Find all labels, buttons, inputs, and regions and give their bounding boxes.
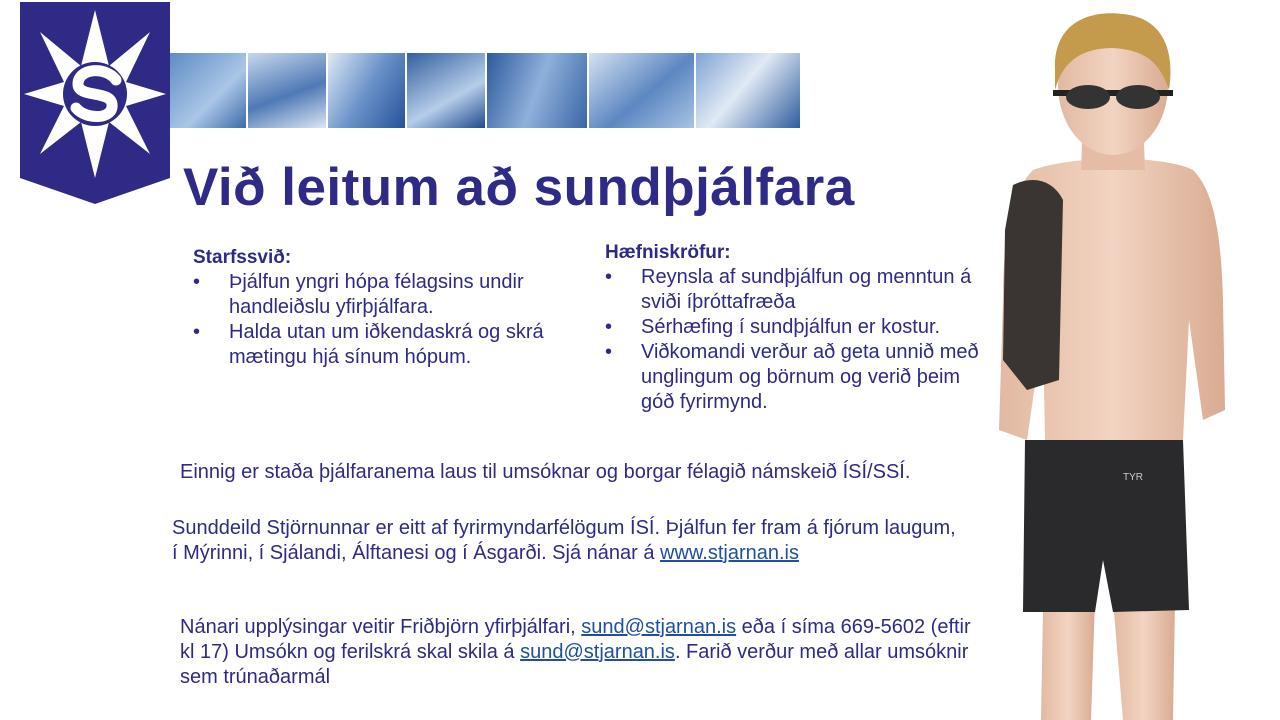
email-link-application[interactable]: sund@stjarnan.is [520,641,675,663]
photo-basketball [696,53,800,128]
contact-text-1: Nánari upplýsingar veitir Friðbjörn yfirþjálfari, [180,616,582,638]
sports-photo-strip [170,53,802,128]
starfssvid-heading: Starfssvið: [193,247,292,268]
contact-paragraph [180,615,975,690]
haefniskrofur-list [605,265,985,415]
contact-text-3: . Farið verður með allar umsóknir sem trúnaðarmál [180,641,969,688]
stjarnan-logo-icon [20,2,170,204]
swimmer-photo-icon [963,0,1280,720]
photo-team [487,53,587,128]
website-link[interactable]: www.stjarnan.is [660,542,799,564]
photo-football [248,53,326,128]
list-item: • Halda utan um iðkendaskrá og skrá mætingu hjá sínum hópum. [193,320,583,370]
club-text: Sunddeild Stjörnunnar er eitt af fyrirmyndarfélögum ÍSÍ. Þjálfun fer fram á fjórum laugum, í Mýrinni, í Sjálandi, Álftanesi og í Ásgarði. Sjá nánar á [172,517,956,564]
photo-swimming [170,53,246,128]
list-item: • Sérhæfing í sundþjálfun er kostur. [605,315,985,340]
photo-handball [407,53,485,128]
club-paragraph [172,516,962,566]
list-item: • Viðkomandi verður að geta unnið með unglingum og börnum og verið þeim góð fyrirmynd. [605,340,985,415]
photo-running [589,53,695,128]
haefniskrofur-heading: Hæfniskröfur: [605,242,731,263]
list-item: • Reynsla af sundþjálfun og menntun á sviði íþróttafræða [605,265,985,315]
trainee-paragraph: Einnig er staða þjálfaranema laus til umsóknar og borgar félagið námskeið ÍSÍ/SSÍ. [180,461,911,483]
starfssvid-section [193,245,583,370]
photo-gymnastics [328,53,406,128]
svg-text:TYR: TYR [1123,472,1143,483]
list-item: • Þjálfun yngri hópa félagsins undir handleiðslu yfirþjálfara. [193,270,583,320]
email-link[interactable]: sund@stjarnan.is [581,616,737,638]
page-title: Við leitum að sundþjálfara [183,158,855,217]
starfssvid-list [193,270,583,370]
contact-text-2: eða í síma 669-5602 (eftir kl 17) Umsókn og ferilskrá skal skila á [180,616,971,663]
haefniskrofur-section [605,240,985,415]
